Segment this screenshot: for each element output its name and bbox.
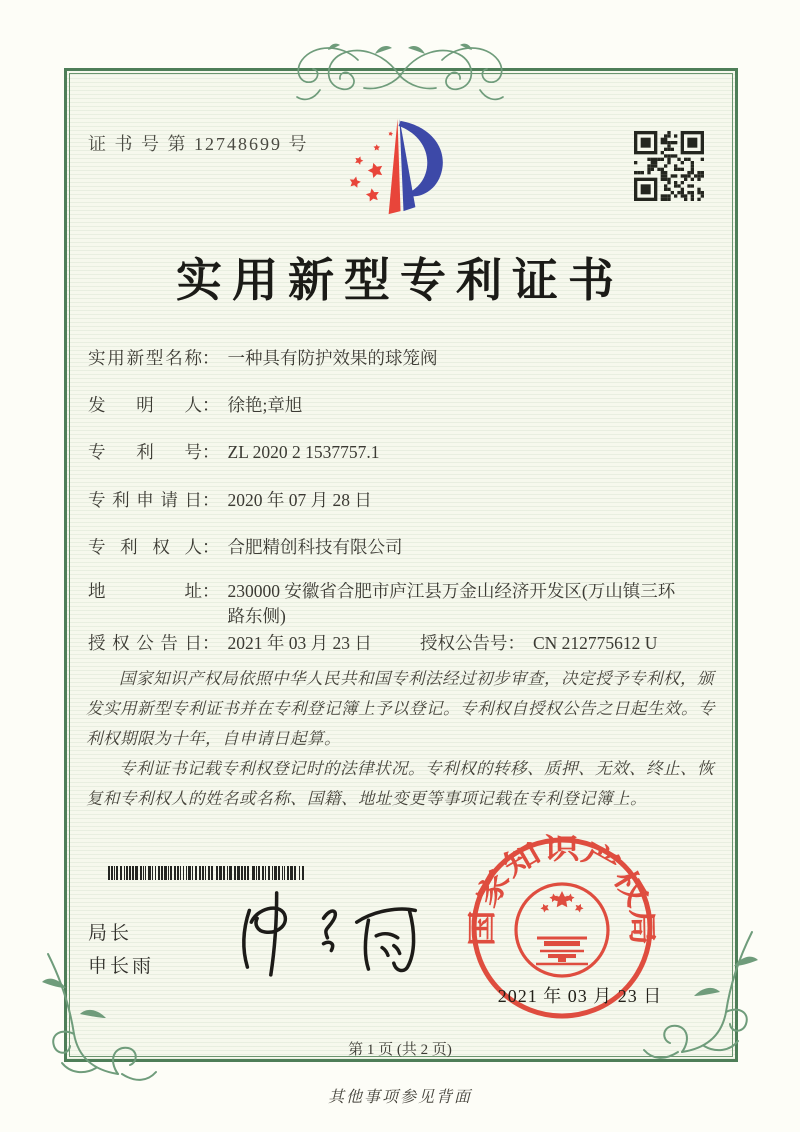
field-value: 一种具有防护效果的球笼阀 [227,348,438,368]
director-title: 局长 [88,923,133,944]
field-row-grant-date: 授权公告日 ： 2021 年 03 月 23 日 授权公告号 ： CN 212775612 U [88,631,704,656]
legal-text [86,664,716,814]
field-label: 发明人 [88,395,202,415]
field-value: ZL 2020 2 1537757.1 [227,442,380,462]
field-label: 实用新型名称 [88,348,202,368]
svg-text:国家知识产权局 [466,833,657,947]
field-value: 230000 安徽省合肥市庐江县万金山经济开发区(万山镇三环路东侧) [227,581,676,627]
page-title: 实用新型专利证书 [176,255,624,306]
field-row-name: 实用新型名称 ： 一种具有防护效果的球笼阀 [88,346,438,371]
field-value: CN 212775612 U [533,633,658,653]
field-value: 合肥精创科技有限公司 [227,537,403,557]
field-label: 专利申请日 [88,490,202,510]
cnipa-logo-icon [346,110,460,226]
director-signature [222,880,427,980]
seal-text: 国家知识产权局 [466,833,658,947]
director-name: 申长雨 [88,956,155,977]
field-label: 地址 [88,581,202,601]
field-row-filing-date: 专利申请日 ： 2020 年 07 月 28 日 [88,488,372,513]
field-row-inventor: 发明人 ： 徐艳;章旭 [88,393,302,418]
page-indicator: 第 1 页 (共 2 页) [348,1042,452,1058]
seal-date: 2021 年 03 月 23 日 [497,986,663,1006]
field-grant-number: 授权公告号 ： CN 212775612 U [420,631,657,656]
field-label: 专利号 [88,442,202,462]
field-label: 授权公告号 [420,633,508,653]
field-value: 2020 年 07 月 28 日 [227,490,372,510]
national-emblem-icon [516,884,608,976]
legal-paragraph-2: 专利证书记载专利权登记时的法律状况。专利权的转移、质押、无效、终止、恢复和专利权人的姓名或名称、国籍、地址变更等事项记载在专利登记簿上。 [86,759,714,809]
field-row-patent-number: 专利号 ： ZL 2020 2 1537757.1 [88,440,379,465]
field-row-address: 地址 ： 230000 安徽省合肥市庐江县万金山经济开发区(万山镇三环路东侧) [88,579,680,630]
field-value: 2021 年 03 月 23 日 [227,633,372,653]
back-note: 其他事项参见背面 [327,1089,472,1106]
barcode [108,866,310,880]
certificate-number: 证 书 号 第 12748699 号 [88,134,309,154]
field-label: 专利权人 [88,537,202,557]
qr-code [634,131,704,201]
field-label: 授权公告日 [88,633,202,653]
legal-paragraph-1: 国家知识产权局依照中华人民共和国专利法经过初步审查，决定授予专利权，颁发实用新型专利证书并在专利登记簿上予以登记。专利权自授权公告之日起生效。专利权期限为十年，自申请日起算。 [86,669,715,749]
top-flourish-ornament [280,36,520,110]
field-row-patentee: 专利权人 ： 合肥精创科技有限公司 [88,535,403,560]
field-value: 徐艳;章旭 [227,395,303,415]
